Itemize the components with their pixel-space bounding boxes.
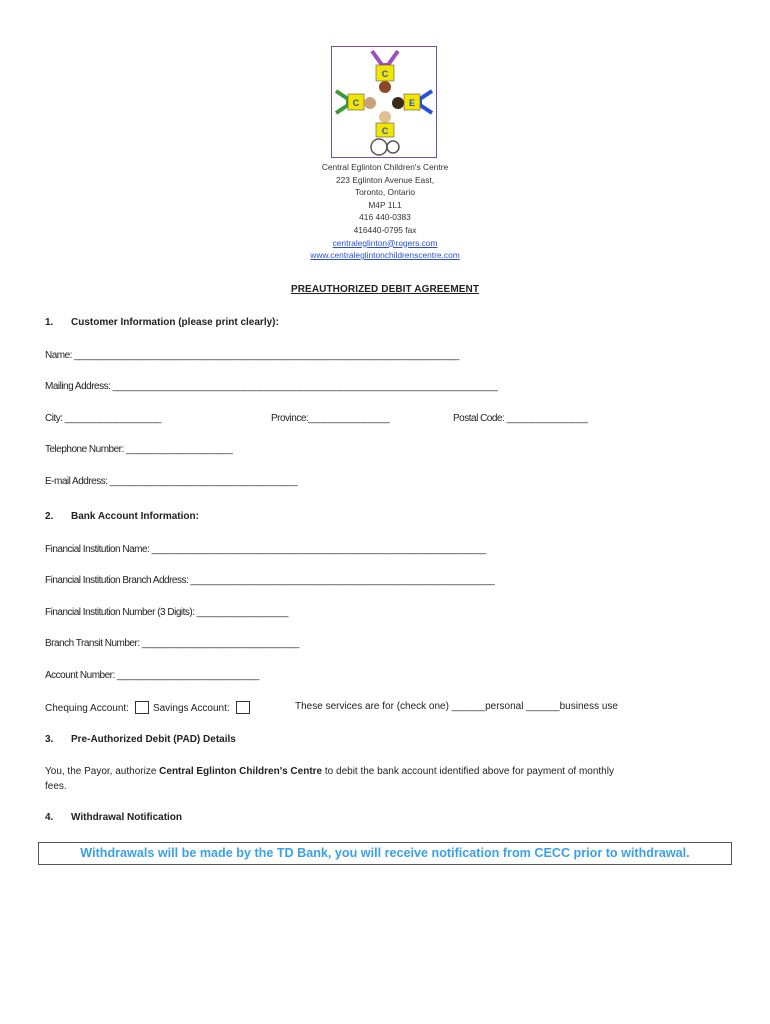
account-type-row	[45, 701, 254, 714]
city-field[interactable]: City: ___________________	[45, 413, 161, 424]
section-3-title: Pre-Authorized Debit (PAD) Details	[71, 734, 236, 745]
section-1-number: 1.	[45, 317, 54, 328]
institution-number-field[interactable]: Financial Institution Number (3 Digits): __________________	[45, 607, 288, 618]
fax-number: 416440-0795 fax	[353, 224, 417, 235]
pad-text-pre: You, the Payor, authorize	[45, 766, 160, 777]
children-circle-icon	[332, 47, 436, 157]
section-3-number: 3.	[45, 734, 54, 745]
province-field[interactable]: Province:________________	[271, 413, 390, 424]
postal-code-field[interactable]: Postal Code: ________________	[453, 413, 588, 424]
website-link[interactable]: www.centraleglintonchildrenscentre.com	[310, 250, 460, 261]
chequing-label: Chequing Account:	[45, 703, 129, 714]
account-number-field[interactable]: Account Number: ____________________________	[45, 670, 259, 681]
service-type-field[interactable]: These services are for (check one) ______personal ______business use	[295, 701, 618, 712]
address-block	[0, 161, 770, 262]
section-2-heading	[45, 511, 199, 522]
name-field[interactable]: Name: ____________________________________________________________________________	[45, 350, 459, 361]
section-1-title: Customer Information (please print clearly):	[71, 317, 279, 328]
chequing-checkbox[interactable]	[135, 701, 149, 714]
savings-checkbox[interactable]	[236, 701, 250, 714]
section-4-heading	[45, 812, 182, 823]
pad-org-name: Central Eglinton Children's Centre	[159, 766, 323, 777]
page-title: PREAUTHORIZED DEBIT AGREEMENT	[290, 284, 480, 295]
logo-letter-right: E	[408, 98, 416, 108]
savings-label: Savings Account:	[152, 703, 230, 714]
withdrawal-notice-box: Withdrawals will be made by the TD Bank, you will receive notification from CECC prior to withdrawal.	[38, 842, 732, 865]
branch-transit-field[interactable]: Branch Transit Number: _______________________________	[45, 638, 299, 649]
email-field[interactable]: E-mail Address: _____________________________________	[45, 476, 298, 487]
phone-number: 416 440-0383	[359, 212, 411, 223]
pad-paragraph-line2: fees.	[45, 781, 67, 792]
logo-letter-bottom: C	[381, 126, 389, 136]
telephone-field[interactable]: Telephone Number: _____________________	[45, 444, 233, 455]
pad-paragraph-line1	[45, 766, 614, 777]
branch-address-field[interactable]: Financial Institution Branch Address: ____________________________________________________________	[45, 575, 495, 586]
postal-code: M4P 1L1	[368, 199, 402, 210]
street-address: 223 Eglinton Avenue East,	[335, 174, 435, 185]
section-2-title: Bank Account Information:	[71, 511, 199, 522]
centre-name: Central Eglinton Children's Centre	[321, 162, 449, 172]
section-4-title: Withdrawal Notification	[71, 812, 183, 823]
section-3-heading	[45, 734, 236, 745]
section-2-number: 2.	[45, 511, 54, 522]
logo-letter-top: C	[381, 69, 389, 79]
email-link[interactable]: centraleglinton@rogers.com	[332, 237, 438, 248]
city-province: Toronto, Ontario	[354, 187, 416, 198]
mailing-address-field[interactable]: Mailing Address: ____________________________________________________________________________	[45, 381, 498, 392]
section-1-heading	[45, 317, 279, 328]
pad-text-post: to debit the bank account identified above for payment of monthly	[322, 766, 614, 777]
section-4-number: 4.	[45, 812, 54, 823]
institution-name-field[interactable]: Financial Institution Name: __________________________________________________________________	[45, 544, 486, 555]
centre-logo	[331, 46, 437, 158]
logo-letter-left: C	[352, 98, 360, 108]
